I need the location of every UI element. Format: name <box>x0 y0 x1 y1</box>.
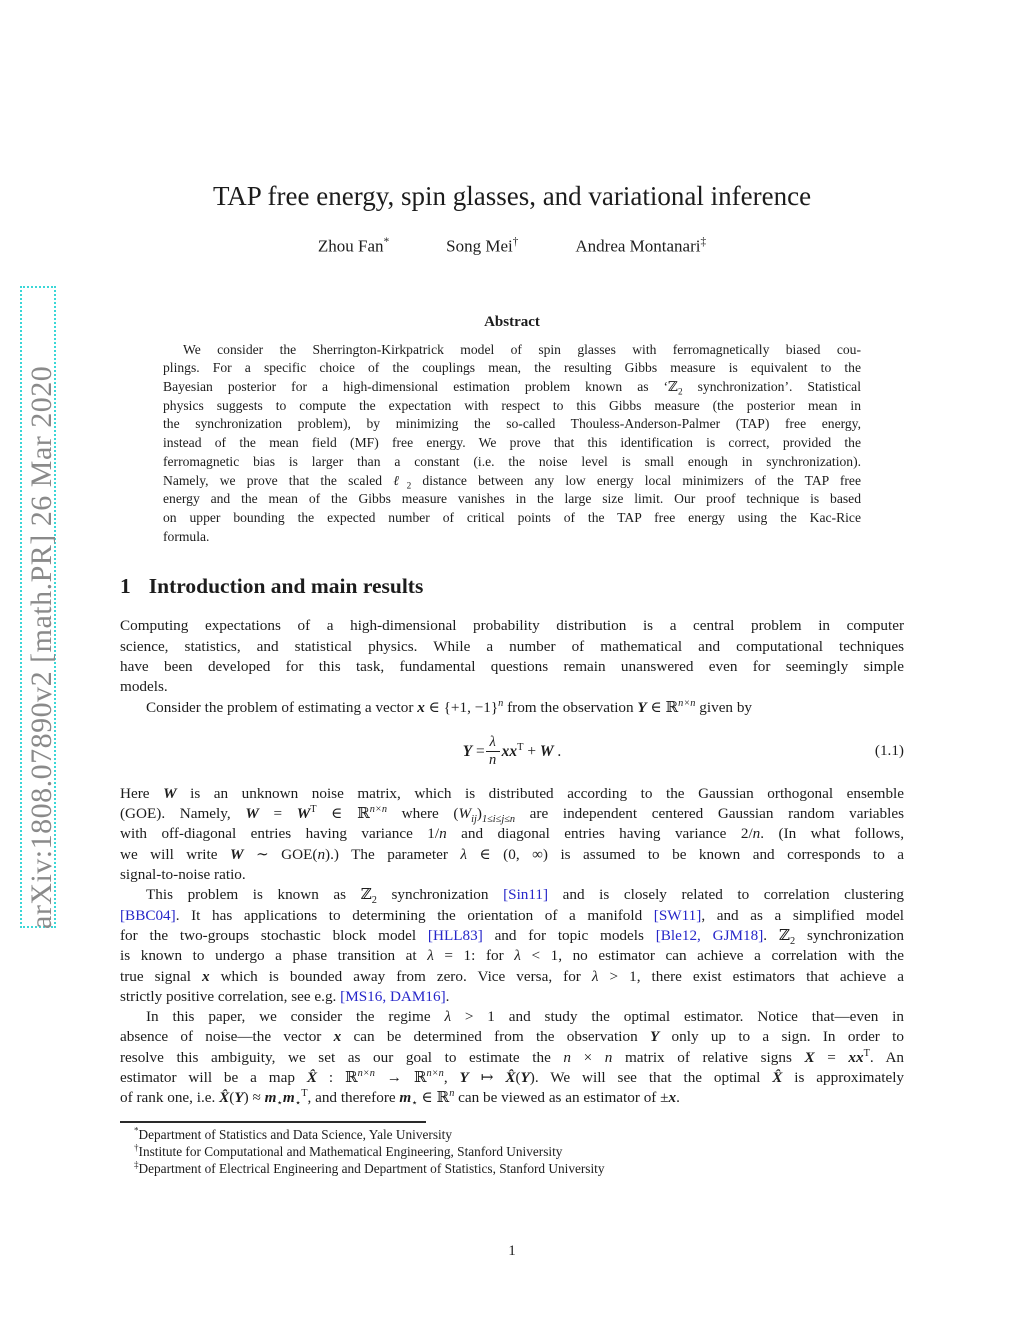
text-run: where ( <box>387 805 459 823</box>
text-run: have been developed for this task, fundamental questions remain unanswered even for seemingly simple <box>120 657 904 675</box>
text-run: for the two-groups stochastic block model <box>120 926 428 944</box>
text-run: are independent centered Gaussian random variables <box>515 805 904 823</box>
text-run: = <box>814 1048 849 1066</box>
text-run: , and therefore <box>307 1089 400 1107</box>
section-title: Introduction and main results <box>148 574 424 599</box>
text-run: distance between any low energy local minimizers of the TAP free <box>411 472 861 488</box>
text-run: on upper bounding the expected number of critical points of the TAP free energy using the Kac-Rice <box>163 509 861 525</box>
author-3: Andrea Montanari‡ <box>575 236 707 256</box>
text-line <box>163 415 861 434</box>
text-run: λ <box>591 967 599 985</box>
text-run: T <box>301 1088 308 1100</box>
text-run: T <box>863 1047 870 1059</box>
text-run: matrix of relative signs <box>612 1048 805 1066</box>
text-run: energy and the mean of the Gibbs measure vanishes in the large size limit. Our proof technique is based <box>163 491 861 507</box>
text-run: n <box>563 1048 572 1066</box>
text-run: ∈ {+1, −1} <box>424 698 499 716</box>
author-3-mark: ‡ <box>700 236 707 248</box>
text-run: Department of Statistics and Data Science, Yale University <box>138 1126 453 1142</box>
text-run: ∈ ℝ <box>316 805 370 823</box>
text-run: xx <box>501 742 518 760</box>
text-run: Here <box>120 784 164 802</box>
citation-link[interactable]: [BBC04] <box>120 906 176 924</box>
text-run: m <box>282 1089 295 1107</box>
text-run: n <box>439 825 447 843</box>
text-run: signal-to-noise ratio. <box>120 866 246 884</box>
paragraph-z2-sync <box>120 885 904 1007</box>
text-run: estimator will be a map <box>120 1069 307 1087</box>
text-line <box>120 784 904 804</box>
text-run: true signal <box>120 967 202 985</box>
text-run: 2 <box>677 386 683 397</box>
text-run: In this paper, we consider the regime <box>146 1008 445 1026</box>
text-run: = <box>472 742 485 760</box>
text-run: can be viewed as an estimator of ± <box>454 1089 669 1107</box>
text-run: n <box>317 845 326 863</box>
text-run: ⋆ <box>411 1098 418 1110</box>
text-run: W <box>539 742 554 760</box>
text-run: Y <box>462 742 473 760</box>
text-line <box>120 1068 904 1088</box>
text-line <box>163 341 861 360</box>
text-run: (GOE). Namely, <box>120 805 246 823</box>
text-run: 2 <box>789 935 796 947</box>
text-run: 1≤i≤j≤n <box>481 814 516 826</box>
text-line <box>120 616 904 636</box>
text-line <box>120 1007 904 1027</box>
text-line <box>120 946 904 966</box>
fraction-numerator: λ <box>489 734 496 751</box>
text-run: is an unknown noise matrix, which is distributed according to the Gaussian orthogonal ensemble <box>176 784 904 802</box>
text-run: formula. <box>163 528 210 544</box>
text-line <box>120 657 904 677</box>
text-run: of rank one, i.e. <box>120 1089 220 1107</box>
text-run: λ <box>514 947 521 965</box>
text-run: W <box>229 845 244 863</box>
text-run: with off-diagonal entries having variance 1/ <box>120 825 440 843</box>
text-run: X̂ <box>219 1089 230 1107</box>
text-line <box>120 865 904 885</box>
text-run: ⋆ <box>294 1098 302 1110</box>
text-run: = <box>258 805 297 823</box>
text-run: from the observation <box>503 698 638 716</box>
text-run: , <box>443 1069 460 1087</box>
text-run: n <box>498 697 504 709</box>
text-run: X̂ <box>306 1069 317 1087</box>
text-line <box>120 1027 904 1047</box>
text-run: = 1: for <box>433 947 515 965</box>
text-run: ‡ <box>134 1159 139 1170</box>
text-run: ( <box>515 1069 521 1087</box>
text-run: only up to a sign. In order to <box>659 1028 904 1046</box>
text-run: × <box>571 1048 605 1066</box>
text-run: : ℝ <box>316 1069 358 1087</box>
text-run: * <box>134 1125 139 1136</box>
text-run: x <box>417 698 425 716</box>
text-line <box>120 967 904 987</box>
text-run: ∈ ℝ <box>646 698 679 716</box>
text-run: is approximately <box>782 1069 905 1087</box>
text-run: n <box>752 825 761 843</box>
text-line <box>120 1160 904 1177</box>
equation-body <box>120 729 904 775</box>
text-run: xx <box>848 1048 864 1066</box>
abstract-heading: Abstract <box>484 313 540 330</box>
text-run: † <box>134 1142 139 1153</box>
paper-title: TAP free energy, spin glasses, and variational inference <box>212 181 812 211</box>
citation-link[interactable]: [Sin11] <box>503 886 549 904</box>
text-run: < 1, no estimator can achieve a correlation with the <box>520 947 904 965</box>
text-run: synchronization’. Statistical <box>682 379 861 395</box>
text-run: m <box>399 1089 412 1107</box>
text-run: > 1, there exist estimators that achieve a <box>598 967 905 985</box>
text-run: synchronization <box>376 886 504 904</box>
text-run: . (In what follows, <box>760 825 904 843</box>
text-run: ∈ (0, ∞) is assumed to be known and corresponds to a <box>466 845 905 863</box>
text-run: strictly positive correlation, see e.g. <box>120 987 341 1005</box>
text-run: Bayesian posterior for a high-dimensional estimation problem known as ‘ℤ <box>163 379 678 395</box>
authors-row <box>120 236 904 257</box>
text-run: + <box>523 742 540 760</box>
text-run: Y <box>459 1069 469 1087</box>
text-run: Institute for Computational and Mathematical Engineering, Stanford University <box>138 1143 563 1159</box>
text-line <box>120 677 904 697</box>
text-line <box>163 472 861 491</box>
text-run: W <box>163 784 177 802</box>
text-line <box>120 885 904 905</box>
text-run: Consider the problem of estimating a vector <box>146 698 418 716</box>
text-line <box>120 637 904 657</box>
text-line <box>120 1088 904 1108</box>
text-run: and is closely related to correlation clustering <box>548 886 905 904</box>
text-run: . ℤ <box>763 926 790 944</box>
text-run: λ <box>460 845 467 863</box>
text-line <box>120 804 904 824</box>
text-run: and diagonal entries having variance 2/ <box>446 825 753 843</box>
text-run: and for topic models <box>482 926 656 944</box>
text-run: W <box>296 805 311 823</box>
text-run: . <box>676 1089 680 1107</box>
paragraph-consider <box>120 698 904 718</box>
text-line <box>163 453 861 472</box>
text-run: which is bounded away from zero. Vice versa, for <box>209 967 592 985</box>
author-2-mark: † <box>512 236 519 248</box>
arxiv-watermark-text: arXiv:1808.07890v2 [math.PR] 26 Mar 2020 <box>25 365 58 929</box>
text-run: n <box>604 1048 613 1066</box>
author-2: Song Mei† <box>446 236 519 256</box>
paragraph-noise-matrix <box>120 784 904 885</box>
text-run: T <box>517 741 524 753</box>
text-line <box>120 824 904 844</box>
text-run: ( <box>229 1089 235 1107</box>
equation-row <box>120 729 904 775</box>
text-run: physics suggests to compute the expectation with respect to this Gibbs measure (the posterior mean in <box>163 397 861 413</box>
text-run: x <box>668 1089 677 1107</box>
text-run: ). We will see that the optimal <box>529 1069 773 1087</box>
citation-link[interactable]: [SW11] <box>653 906 702 924</box>
text-run: → ℝ <box>374 1069 427 1087</box>
text-run: x <box>201 967 210 985</box>
text-run: Y <box>637 698 647 716</box>
text-run: Y <box>234 1089 244 1107</box>
text-run: synchronization <box>795 926 904 944</box>
text-line <box>163 434 861 453</box>
text-run: given by <box>695 698 753 716</box>
text-run: ↦ <box>468 1069 506 1087</box>
text-run: can be determined from the observation <box>341 1028 650 1046</box>
text-run: n×n <box>357 1067 375 1079</box>
citation-link[interactable]: [MS16, DAM16] <box>340 987 446 1005</box>
text-run: plings. For a specific choice of the couplings mean, the resulting Gibbs measure is equivalent to the <box>163 360 861 376</box>
page-number: 1 <box>508 1242 516 1259</box>
text-line <box>163 509 861 528</box>
text-run: ∼ GOE( <box>243 845 318 863</box>
text-run: ℓ <box>393 472 407 488</box>
text-run: T <box>310 804 317 816</box>
text-run: instead of the mean field (MF) free energy. We prove that this identification is correct, provided the <box>163 435 861 451</box>
author-1-mark: * <box>383 236 390 248</box>
text-run: m <box>264 1089 277 1107</box>
text-line <box>120 1143 904 1160</box>
text-line <box>163 359 861 378</box>
text-run: n×n <box>678 697 696 709</box>
text-line <box>120 698 904 718</box>
section-heading <box>120 574 904 599</box>
text-run: ) <box>476 805 482 823</box>
text-run: We consider the Sherrington-Kirkpatrick model of spin glasses with ferromagnetically biased cou- <box>183 341 861 357</box>
paper-content <box>120 0 904 1260</box>
author-1: Zhou Fan* <box>317 236 390 256</box>
text-run: λ <box>427 947 434 965</box>
paragraph-intro <box>120 616 904 697</box>
text-run: > 1 and study the optimal estimator. Notice that—even in <box>451 1008 905 1026</box>
text-run: X̂ <box>772 1069 783 1087</box>
citation-link[interactable]: [HLL83] <box>427 926 483 944</box>
text-run: X̂ <box>505 1069 516 1087</box>
text-run: n×n <box>426 1067 444 1079</box>
text-line <box>120 987 904 1007</box>
text-run: x <box>333 1028 342 1046</box>
footnotes <box>120 1126 904 1177</box>
fraction <box>486 735 500 768</box>
text-run: . <box>445 987 450 1005</box>
text-run: 2 <box>371 895 377 907</box>
text-line <box>120 1126 904 1143</box>
abstract-text <box>163 341 861 547</box>
text-run: n×n <box>369 804 388 816</box>
text-run: ) ≈ <box>243 1089 265 1107</box>
citation-link[interactable]: [Ble12, GJM18] <box>655 926 764 944</box>
text-run: ).) The parameter <box>325 845 461 863</box>
text-run: is known to undergo a phase transition at <box>120 947 428 965</box>
text-line <box>120 1048 904 1068</box>
text-run: . It has applications to determining the orientation of a manifold <box>175 906 654 924</box>
text-line <box>163 490 861 509</box>
text-line <box>120 906 904 926</box>
text-run: 2 <box>406 480 412 491</box>
text-line <box>163 378 861 397</box>
text-run: Namely, we prove that the scaled <box>163 472 394 488</box>
text-run: we will write <box>120 845 230 863</box>
text-run: . An <box>869 1048 905 1066</box>
text-run: resolve this ambiguity, we set as our goal to estimate the <box>120 1048 564 1066</box>
text-line <box>163 528 861 547</box>
equation-number: (1.1) <box>874 741 904 759</box>
text-run: This problem is known as ℤ <box>146 886 372 904</box>
text-run: W <box>245 805 259 823</box>
text-run: the synchronization problem), by minimizing the so-called Thouless-Anderson-Palmer (TAP) free energy, <box>163 416 861 432</box>
text-run: models. <box>120 678 168 696</box>
text-line <box>120 845 904 865</box>
text-line <box>163 397 861 416</box>
text-run: X <box>804 1048 815 1066</box>
text-run: n <box>449 1088 455 1100</box>
paragraph-this-paper <box>120 1007 904 1108</box>
text-run: absence of noise—the vector <box>120 1028 334 1046</box>
section-number: 1 <box>120 574 131 599</box>
text-line <box>120 926 904 946</box>
text-run: Department of Electrical Engineering and Department of Statistics, Stanford University <box>138 1160 605 1176</box>
text-run: λ <box>444 1008 452 1026</box>
footnote-rule <box>120 1121 426 1123</box>
text-run: ij <box>471 814 477 826</box>
text-run: . <box>553 742 562 760</box>
text-run: Y <box>520 1069 530 1087</box>
text-run: , and as a simplified model <box>701 906 904 924</box>
text-run: ⋆ <box>276 1098 283 1110</box>
text-run: Y <box>649 1028 660 1046</box>
text-run: ferromagnetic bias is larger than a constant (i.e. the noise level is small enough in synchronization). <box>163 453 861 469</box>
text-run: science, statistics, and statistical physics. While a number of mathematical and computational techniques <box>120 637 904 655</box>
text-run: Computing expectations of a high-dimensional probability distribution is a central problem in computer <box>120 617 904 635</box>
text-run: ∈ ℝ <box>417 1089 450 1107</box>
fraction-denominator: n <box>489 752 497 769</box>
text-run: W <box>458 805 472 823</box>
